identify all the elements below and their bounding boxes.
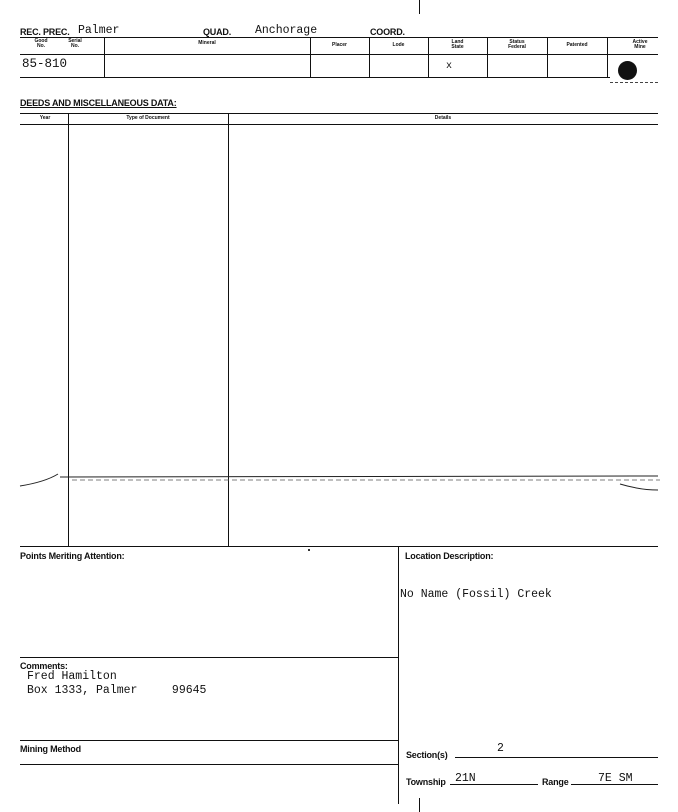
comments-top-border xyxy=(20,657,398,658)
binding-mark-bottom xyxy=(419,798,420,812)
coord-label: COORD. xyxy=(370,27,405,37)
land-state-mark: x xyxy=(446,61,453,72)
col-header-active-mine: Active Mine xyxy=(632,39,648,50)
col-header-serial-no: Serial No. xyxy=(68,38,82,49)
location-description-label: Location Description: xyxy=(405,551,494,561)
mining-method-top-border xyxy=(20,740,398,741)
col-header-patented: Patented xyxy=(566,42,588,48)
binding-mark-top xyxy=(419,0,420,14)
good-serial-number-value: 85-810 xyxy=(22,57,68,71)
claim-table-top-border xyxy=(20,37,658,38)
claim-table-header-border xyxy=(20,54,658,55)
deeds-col-year-header: Year xyxy=(39,115,51,121)
township-value: 21N xyxy=(455,772,476,785)
col-header-lode: Lode xyxy=(392,42,405,48)
comments-line-1: Fred Hamilton xyxy=(27,670,117,683)
location-description-text: No Name (Fossil) Creek xyxy=(400,588,552,601)
township-label: Township xyxy=(406,777,446,787)
section-label: Section(s) xyxy=(406,750,448,760)
col-header-placer: Placer xyxy=(331,42,347,48)
mining-method-bottom-border xyxy=(20,764,398,765)
lower-section-divider xyxy=(398,546,399,804)
mining-method-label: Mining Method xyxy=(20,744,81,754)
range-label: Range xyxy=(542,777,569,787)
col-header-mineral: Mineral xyxy=(198,40,216,46)
comments-line-2: Box 1333, Palmer 99645 xyxy=(27,684,207,697)
range-value: 7E SM xyxy=(598,772,633,785)
points-meriting-attention-label: Points Meriting Attention: xyxy=(20,551,125,561)
claim-table-bottom-tail xyxy=(610,82,658,83)
fold-line-artifact xyxy=(0,468,678,498)
deeds-section-title: DEEDS AND MISCELLANEOUS DATA: xyxy=(20,98,177,108)
col-header-good-no: Good No. xyxy=(34,38,48,49)
rec-prec-label: REC. PREC. xyxy=(20,27,70,37)
col-header-status-federal: Status Federal xyxy=(508,39,526,50)
section-underline xyxy=(455,757,658,758)
rec-prec-value: Palmer xyxy=(78,24,120,37)
deeds-col-details-header: Details xyxy=(434,115,452,121)
comments-label: Comments: xyxy=(20,661,68,671)
claim-table-bottom-border xyxy=(20,77,610,78)
col-header-land-state: Land State xyxy=(451,39,464,50)
deeds-table-header-border xyxy=(20,124,658,125)
quad-value: Anchorage xyxy=(255,24,318,37)
active-mine-filled-circle xyxy=(618,61,637,80)
deeds-table-top-border xyxy=(20,113,658,114)
deeds-col-type-header: Type of Document xyxy=(126,115,170,121)
quad-label: QUAD. xyxy=(203,27,231,37)
claim-col-divider xyxy=(607,37,608,77)
section-value: 2 xyxy=(497,742,504,755)
stray-mark xyxy=(308,549,310,551)
deeds-table-bottom-border xyxy=(20,546,658,547)
